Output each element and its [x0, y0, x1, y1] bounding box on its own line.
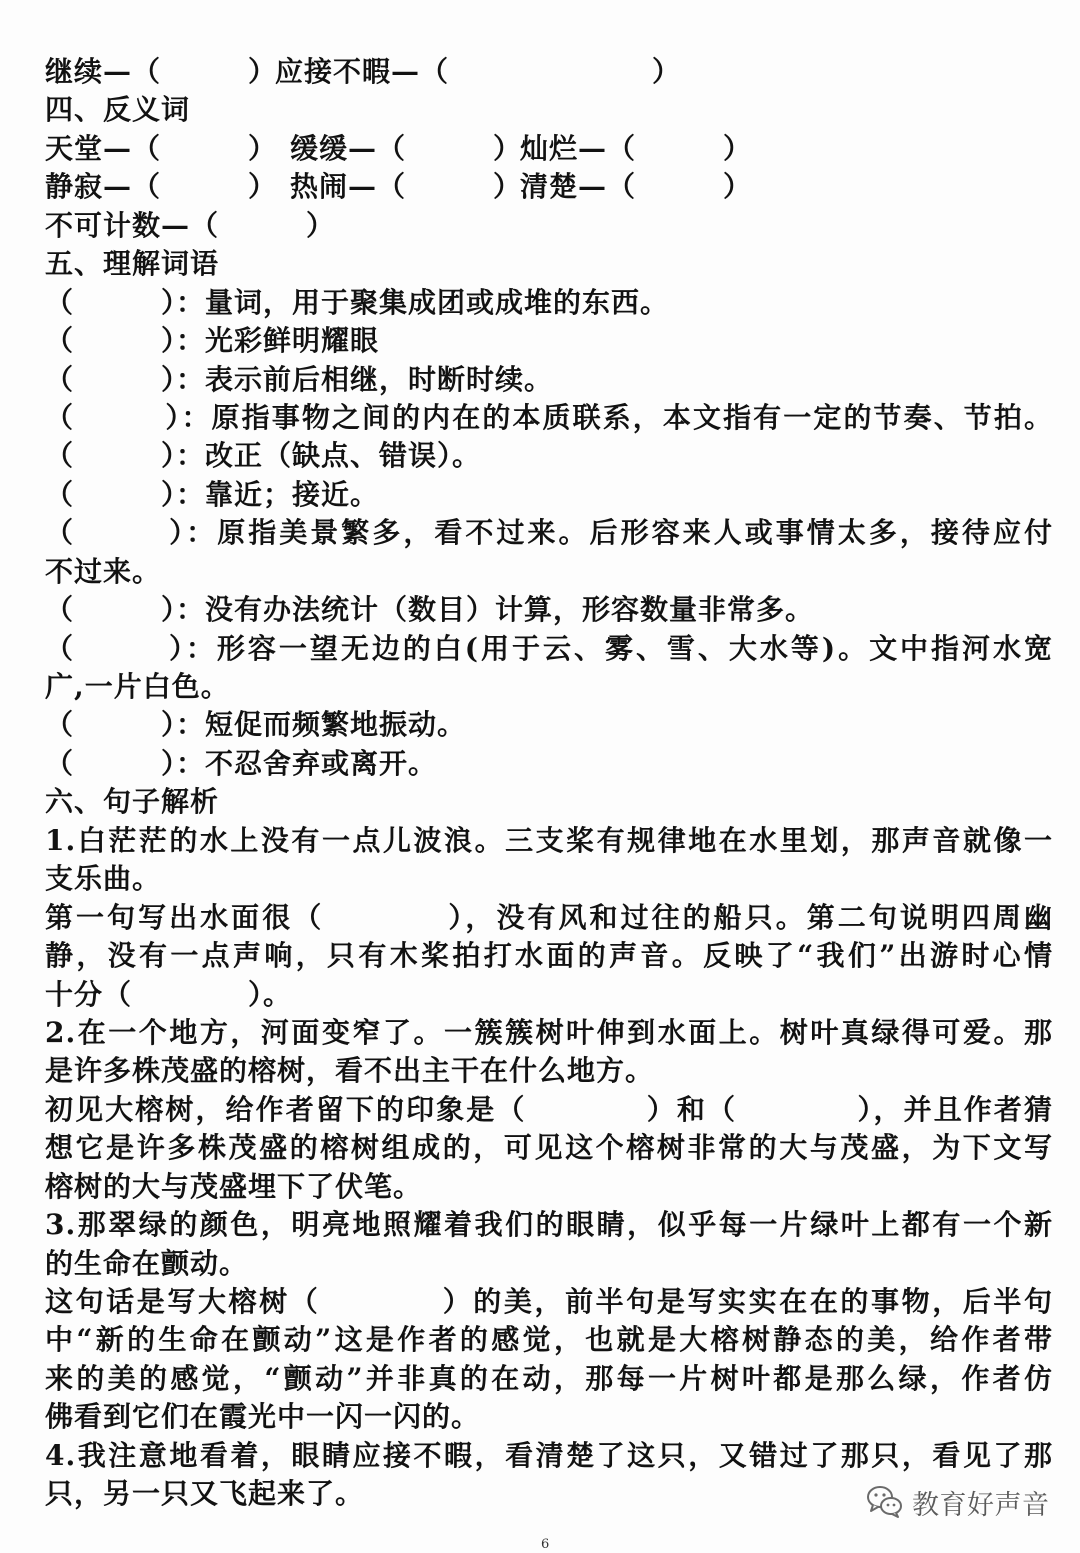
- answer-blank: （ ）：: [45, 324, 206, 358]
- analysis-line: 中“新的生命在颤动”这是作者的感觉，也就是大榕树静态的美，给作者带: [45, 1323, 1053, 1357]
- definition-row: [45, 706, 1053, 744]
- analysis-line: 十分（ ）。: [45, 977, 293, 1011]
- definition-row: [45, 630, 1053, 668]
- page-number: 6: [541, 1537, 550, 1552]
- worksheet-content: [45, 53, 1053, 1514]
- section-heading-sentence-analysis: 六、句子解析: [45, 785, 220, 819]
- antonym-item: 天堂—（ ）: [45, 131, 278, 165]
- analysis-line: 只，另一只又飞起来了。: [45, 1477, 365, 1511]
- answer-blank: （ ）：: [45, 477, 206, 511]
- answer-blank: （ ）：: [45, 631, 217, 665]
- fill-blank-item: 继续—（ ）: [45, 55, 278, 88]
- analysis-line: 想它是许多株茂盛的榕树组成的，可见这个榕树非常的大与茂盛，为下文写: [45, 1131, 1053, 1165]
- analysis-line: 第一句写出水面很（ ），没有风和过往的船只。第二句说明四周幽: [45, 900, 1053, 934]
- watermark-text: 教育好声音: [912, 1489, 1050, 1521]
- definition-text: 不忍舍弃或离开。: [205, 746, 438, 780]
- analysis-line: 榕树的大与茂盛埋下了伏笔。: [45, 1169, 423, 1203]
- analysis-line: 3.那翠绿的颜色，明亮地照耀着我们的眼睛，似乎每一片绿叶上都有一个新: [45, 1208, 1053, 1242]
- section-heading-antonyms: 四、反义词: [45, 93, 191, 127]
- analysis-line: 静，没有一点声响，只有木桨拍打水面的声音。反映了“我们”出游时心情: [45, 939, 1053, 973]
- section-heading-definitions: 五、理解词语: [45, 247, 220, 281]
- definition-text: 量词，用于聚集成团或成堆的东西。: [205, 285, 670, 319]
- definition-text: 原指事物之间的内在的本质联系，本文指有一定的节奏、节拍。: [211, 400, 1053, 434]
- antonym-item: 灿烂—（ ）: [520, 131, 753, 165]
- analysis-line: 是许多株茂盛的榕树，看不出主干在什么地方。: [45, 1054, 655, 1088]
- definition-text: 靠近；接近。: [205, 477, 380, 511]
- watermark: [866, 1483, 1050, 1521]
- definition-text: 改正（缺点、错误）。: [205, 439, 482, 473]
- analysis-line: 支乐曲。: [45, 862, 162, 896]
- definition-text: 没有办法统计（数目）计算，形容数量非常多。: [205, 593, 815, 627]
- fill-blank-row: [45, 53, 1053, 91]
- answer-blank: （ ）：: [45, 400, 212, 434]
- wechat-icon: [866, 1485, 904, 1519]
- antonym-item: 热闹—（ ）: [290, 170, 523, 204]
- definition-row: [45, 476, 1053, 514]
- antonym-item: 静寂—（ ）: [45, 170, 278, 204]
- definition-row: [45, 591, 1053, 629]
- answer-blank: （ ）：: [45, 362, 206, 396]
- analysis-line: 2.在一个地方，河面变窄了。一簇簇树叶伸到水面上。树叶真绿得可爱。那: [45, 1015, 1053, 1049]
- definition-continuation: 广,一片白色。: [45, 670, 230, 703]
- fill-blank-item: 应接不暇—（ ）: [275, 55, 682, 88]
- analysis-line: 的生命在颤动。: [45, 1246, 249, 1280]
- antonym-item: 不可计数—（ ）: [45, 208, 336, 242]
- antonym-item: 缓缓—（ ）: [290, 131, 523, 165]
- analysis-line: 1.白茫茫的水上没有一点儿波浪。三支桨有规律地在水里划，那声音就像一: [45, 823, 1053, 857]
- answer-blank: （ ）：: [45, 593, 206, 627]
- definition-continuation: 不过来。: [45, 554, 162, 588]
- analysis-line: 来的美的感觉，“颤动”并非真的在动，那每一片树叶都是那么绿，作者仿: [45, 1361, 1053, 1395]
- definition-text: 原指美景繁多，看不过来。后形容来人或事情太多，接待应付: [217, 516, 1053, 550]
- definition-row: [45, 284, 1053, 322]
- analysis-line: 佛看到它们在霞光中一闪一闪的。: [45, 1400, 481, 1434]
- definition-text: 表示前后相继，时断时续。: [205, 362, 554, 396]
- antonym-row: [45, 168, 1053, 206]
- analysis-line: 初见大榕树，给作者留下的印象是（ ）和（ ），并且作者猜: [45, 1092, 1053, 1126]
- definition-row: [45, 745, 1053, 783]
- analysis-line: 4.我注意地看着，眼睛应接不暇，看清楚了这只，又错过了那只，看见了那: [45, 1438, 1053, 1472]
- definition-row: [45, 399, 1053, 437]
- definition-row: [45, 437, 1053, 475]
- definition-text: 光彩鲜明耀眼: [205, 324, 380, 358]
- answer-blank: （ ）：: [45, 708, 206, 742]
- answer-blank: （ ）：: [45, 285, 206, 319]
- answer-blank: （ ）：: [45, 746, 206, 780]
- definition-row: [45, 361, 1053, 399]
- definition-row: [45, 322, 1053, 360]
- antonym-row: [45, 207, 1053, 245]
- analysis-line: 这句话是写大榕树（ ）的美，前半句是写实实在在的事物，后半句: [45, 1285, 1053, 1318]
- definition-row: [45, 514, 1053, 552]
- antonym-row: [45, 130, 1053, 168]
- definition-text: 形容一望无边的白(用于云、雾、雪、大水等)。文中指河水宽: [216, 631, 1053, 665]
- answer-blank: （ ）：: [45, 439, 206, 473]
- antonym-item: 清楚—（ ）: [520, 170, 753, 204]
- definition-text: 短促而频繁地振动。: [205, 708, 467, 742]
- answer-blank: （ ）：: [45, 516, 218, 550]
